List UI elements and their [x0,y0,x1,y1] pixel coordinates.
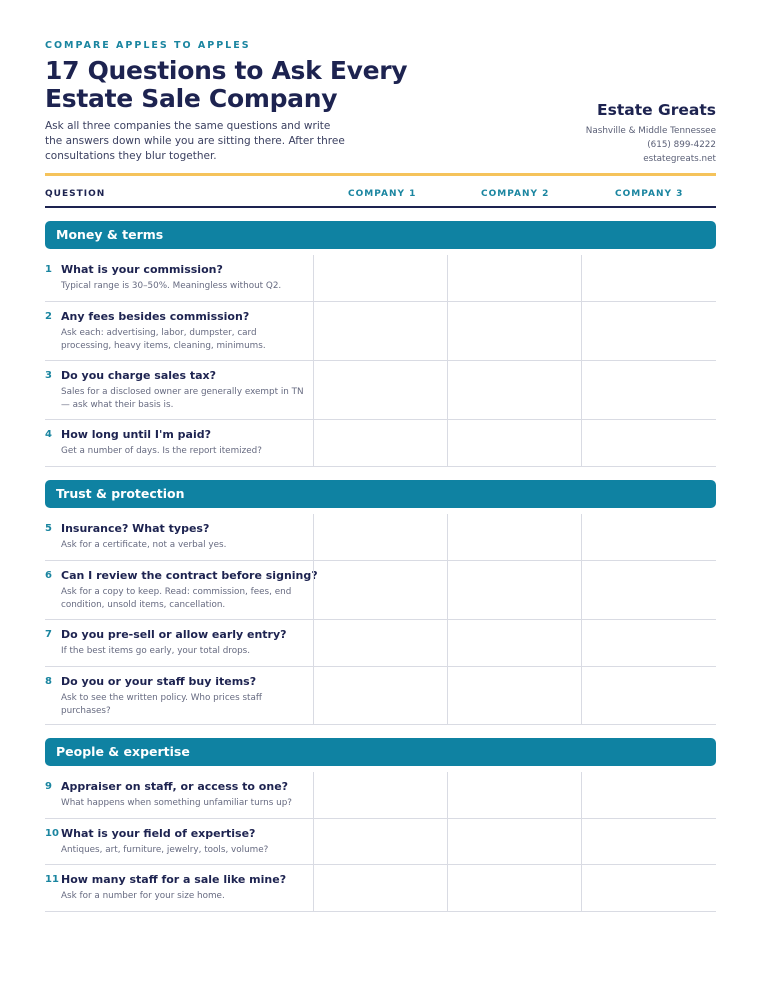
question-number: 6 [45,570,52,581]
company-2-answer-cell[interactable] [447,819,581,864]
question-number: 10 [45,828,59,839]
company-1-answer-cell[interactable] [313,514,447,560]
company-1-answer-cell[interactable] [313,819,447,864]
question-row [45,819,716,865]
question-hint: Ask to see the written policy. Who prices staff purchases? [61,693,262,716]
page-title: 17 Questions to Ask Every Estate Sale Company [45,56,408,113]
brand-phone: (615) 899-4222 [647,140,716,150]
question-hint: Ask each: advertising, labor, dumpster, card processing, heavy items, cleaning, minimums. [61,328,266,351]
column-header-question: QUESTION [45,189,106,199]
brand-block [586,100,716,166]
company-3-answer-cell[interactable] [581,819,716,864]
eyebrow-label: COMPARE APPLES TO APPLES [45,40,251,51]
company-1-answer-cell[interactable] [313,361,447,419]
company-3-answer-cell[interactable] [581,865,716,911]
question-title: How many staff for a sale like mine? [61,873,287,886]
company-1-answer-cell[interactable] [313,865,447,911]
company-3-answer-cell[interactable] [581,420,716,466]
question-title: Do you pre-sell or allow early entry? [61,628,287,641]
company-3-answer-cell[interactable] [581,514,716,560]
question-hint: If the best items go early, your total drops. [61,646,251,656]
company-3-answer-cell[interactable] [581,561,716,619]
question-row [45,561,716,620]
question-row [45,302,716,361]
company-2-answer-cell[interactable] [447,620,581,666]
question-row [45,255,716,302]
question-row [45,865,716,912]
company-1-answer-cell[interactable] [313,772,447,818]
question-row [45,772,716,819]
company-2-answer-cell[interactable] [447,865,581,911]
company-1-answer-cell[interactable] [313,667,447,724]
question-title: Any fees besides commission? [61,310,250,323]
company-3-answer-cell[interactable] [581,361,716,419]
question-row [45,514,716,561]
company-3-answer-cell[interactable] [581,255,716,301]
question-hint: Ask for a copy to keep. Read: commission, fees, end condition, unsold items, cancellation. [61,587,292,610]
company-2-answer-cell[interactable] [447,514,581,560]
section-header-money [45,221,716,249]
company-2-answer-cell[interactable] [447,255,581,301]
question-hint: Antiques, art, furniture, jewelry, tools, volume? [61,845,269,855]
question-hint: Ask for a number for your size home. [61,891,225,901]
question-hint: Sales for a disclosed owner are generally exempt in TN — ask what their basis is. [61,387,304,410]
question-number: 5 [45,523,52,534]
question-row [45,420,716,467]
question-hint: Ask for a certificate, not a verbal yes. [61,540,227,550]
question-title: What is your field of expertise? [61,827,256,840]
section-header-people [45,738,716,766]
question-hint: Get a number of days. Is the report itemized? [61,446,262,456]
company-1-answer-cell[interactable] [313,255,447,301]
question-title: Can I review the contract before signing? [61,569,318,582]
question-hint: What happens when something unfamiliar turns up? [61,798,292,808]
question-number: 2 [45,311,52,322]
column-header-row [45,189,716,208]
company-1-answer-cell[interactable] [313,302,447,360]
question-number: 4 [45,429,52,440]
brand-website: estategreats.net [643,154,716,164]
question-hint: Typical range is 30–50%. Meaningless without Q2. [61,281,282,291]
question-title: What is your commission? [61,263,223,276]
column-header-company-3: COMPANY 3 [615,189,684,199]
company-2-answer-cell[interactable] [447,420,581,466]
section-title: People & expertise [56,744,190,759]
section-header-trust [45,480,716,508]
company-2-answer-cell[interactable] [447,667,581,724]
question-title: Appraiser on staff, or access to one? [61,780,289,793]
company-3-answer-cell[interactable] [581,620,716,666]
question-number: 11 [45,874,59,885]
column-header-company-1: COMPANY 1 [348,189,417,199]
question-number: 8 [45,676,52,687]
company-1-answer-cell[interactable] [313,620,447,666]
column-header-company-2: COMPANY 2 [481,189,550,199]
company-2-answer-cell[interactable] [447,561,581,619]
question-row [45,361,716,420]
company-2-answer-cell[interactable] [447,772,581,818]
question-number: 3 [45,370,52,381]
company-3-answer-cell[interactable] [581,772,716,818]
company-2-answer-cell[interactable] [447,302,581,360]
question-title: Do you or your staff buy items? [61,675,257,688]
company-3-answer-cell[interactable] [581,302,716,360]
section-title: Trust & protection [56,486,185,501]
brand-region: Nashville & Middle Tennessee [585,126,716,136]
company-1-answer-cell[interactable] [313,561,447,619]
company-1-answer-cell[interactable] [313,420,447,466]
brand-name: Estate Greats [597,101,716,119]
section-title: Money & terms [56,227,164,242]
company-2-answer-cell[interactable] [447,361,581,419]
company-3-answer-cell[interactable] [581,667,716,724]
question-row [45,667,716,725]
question-row [45,620,716,667]
intro-text: Ask all three companies the same questions and write the answers down while you are sitting there. After three consultations they blur together. [45,120,345,162]
accent-divider [45,173,716,176]
question-number: 7 [45,629,52,640]
question-number: 9 [45,781,52,792]
question-number: 1 [45,264,52,275]
question-title: Insurance? What types? [61,522,210,535]
question-title: Do you charge sales tax? [61,369,217,382]
question-title: How long until I'm paid? [61,428,211,441]
